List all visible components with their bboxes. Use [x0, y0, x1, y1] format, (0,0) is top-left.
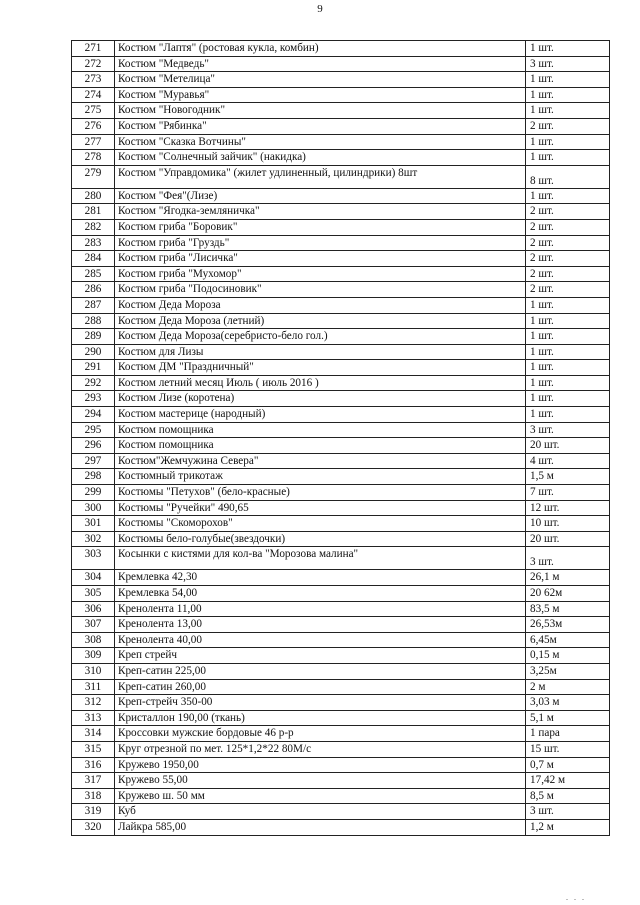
item-quantity: 1 шт. — [526, 407, 610, 423]
item-quantity: 17,42 м — [526, 773, 610, 789]
table-row — [72, 422, 610, 438]
item-name: Кружево 1950,00 — [115, 757, 526, 773]
item-quantity: 10 шт. — [526, 516, 610, 532]
item-quantity: 2 шт. — [526, 219, 610, 235]
row-number: 283 — [72, 235, 115, 251]
item-name: Костюм "Рябинка" — [115, 118, 526, 134]
page-number: 9 — [317, 3, 323, 15]
table-row — [72, 453, 610, 469]
item-quantity: 1,5 м — [526, 469, 610, 485]
item-name: Костюм гриба "Подосиновик" — [115, 282, 526, 298]
item-name: Креп-стрейч 350-00 — [115, 695, 526, 711]
table-row — [72, 516, 610, 532]
row-number: 282 — [72, 219, 115, 235]
item-quantity: 26,1 м — [526, 570, 610, 586]
item-name: Костюм "Новогодник" — [115, 103, 526, 119]
table-row — [72, 438, 610, 454]
item-quantity: 3 шт. — [526, 804, 610, 820]
item-quantity: 2 шт. — [526, 266, 610, 282]
item-quantity: 1 шт. — [526, 87, 610, 103]
table-row — [72, 741, 610, 757]
item-quantity: 1 шт. — [526, 344, 610, 360]
item-name: Костюм "Управдомика" (жилет удлиненный, цилиндрики) 8шт — [115, 165, 526, 188]
item-name: Костюм "Муравья" — [115, 87, 526, 103]
item-quantity: 5,1 м — [526, 710, 610, 726]
row-number: 320 — [72, 819, 115, 835]
table-row — [72, 375, 610, 391]
table-row — [72, 313, 610, 329]
row-number: 271 — [72, 41, 115, 57]
item-name: Кристаллон 190,00 (ткань) — [115, 710, 526, 726]
item-name: Костюмы "Скоморохов" — [115, 516, 526, 532]
table-row — [72, 485, 610, 501]
table-row — [72, 500, 610, 516]
table-row — [72, 360, 610, 376]
table-row — [72, 204, 610, 220]
table-row — [72, 134, 610, 150]
item-name: Круг отрезной по мет. 125*1,2*22 80М/с — [115, 741, 526, 757]
item-name: Кружево 55,00 — [115, 773, 526, 789]
row-number: 278 — [72, 150, 115, 166]
row-number: 285 — [72, 266, 115, 282]
table-row — [72, 617, 610, 633]
table-row — [72, 56, 610, 72]
item-name: Косынки с кистями для кол-ва "Морозова малина" — [115, 547, 526, 570]
corner-mark: . . . — [566, 893, 586, 902]
row-number: 314 — [72, 726, 115, 742]
item-name: Костюм "Фея"(Лизе) — [115, 188, 526, 204]
item-quantity: 1 шт. — [526, 150, 610, 166]
item-name: Костюм гриба "Груздь" — [115, 235, 526, 251]
row-number: 292 — [72, 375, 115, 391]
table-row — [72, 118, 610, 134]
table-row — [72, 150, 610, 166]
item-quantity: 1 пара — [526, 726, 610, 742]
row-number: 289 — [72, 329, 115, 345]
item-quantity: 1 шт. — [526, 375, 610, 391]
item-quantity: 2 шт. — [526, 118, 610, 134]
row-number: 303 — [72, 547, 115, 570]
item-quantity: 3 шт. — [526, 422, 610, 438]
item-quantity: 1 шт. — [526, 329, 610, 345]
item-quantity: 4 шт. — [526, 453, 610, 469]
item-name: Костюмы "Петухов" (бело-красные) — [115, 485, 526, 501]
item-name: Костюм "Метелица" — [115, 72, 526, 88]
row-number: 286 — [72, 282, 115, 298]
item-quantity: 1 шт. — [526, 103, 610, 119]
table-row — [72, 266, 610, 282]
row-number: 281 — [72, 204, 115, 220]
item-name: Костюм гриба "Лисичка" — [115, 251, 526, 267]
item-name: Кремлевка 54,00 — [115, 586, 526, 602]
item-name: Костюм помощника — [115, 438, 526, 454]
row-number: 300 — [72, 500, 115, 516]
item-name: Кренолента 11,00 — [115, 601, 526, 617]
item-quantity: 1 шт. — [526, 41, 610, 57]
row-number: 280 — [72, 188, 115, 204]
item-quantity: 7 шт. — [526, 485, 610, 501]
item-quantity: 15 шт. — [526, 741, 610, 757]
table-row — [72, 188, 610, 204]
row-number: 305 — [72, 586, 115, 602]
table-row — [72, 726, 610, 742]
item-quantity: 12 шт. — [526, 500, 610, 516]
row-number: 308 — [72, 632, 115, 648]
item-quantity: 1 шт. — [526, 72, 610, 88]
item-name: Креп стрейч — [115, 648, 526, 664]
item-name: Костюм Лизе (коротена) — [115, 391, 526, 407]
row-number: 297 — [72, 453, 115, 469]
table-row — [72, 601, 610, 617]
table-row — [72, 329, 610, 345]
table-row — [72, 648, 610, 664]
table-row — [72, 72, 610, 88]
table-row — [72, 570, 610, 586]
item-name: Кружево ш. 50 мм — [115, 788, 526, 804]
item-quantity: 3,25м — [526, 663, 610, 679]
item-quantity: 1 шт. — [526, 297, 610, 313]
item-name: Костюм Деда Мороза(серебристо-бело гол.) — [115, 329, 526, 345]
item-name: Костюм ДМ "Праздничный" — [115, 360, 526, 376]
table-row — [72, 773, 610, 789]
item-name: Костюмы "Ручейки" 490,65 — [115, 500, 526, 516]
row-number: 296 — [72, 438, 115, 454]
row-number: 284 — [72, 251, 115, 267]
item-name: Костюм летний месяц Июль ( июль 2016 ) — [115, 375, 526, 391]
table-row — [72, 219, 610, 235]
item-quantity: 8,5 м — [526, 788, 610, 804]
item-quantity: 0,15 м — [526, 648, 610, 664]
item-name: Костюмы бело-голубые(звездочки) — [115, 531, 526, 547]
item-name: Куб — [115, 804, 526, 820]
item-quantity: 1 шт. — [526, 391, 610, 407]
item-quantity: 8 шт. — [526, 165, 610, 188]
item-quantity: 3,03 м — [526, 695, 610, 711]
table-row — [72, 679, 610, 695]
row-number: 290 — [72, 344, 115, 360]
row-number: 317 — [72, 773, 115, 789]
item-quantity: 1 шт. — [526, 134, 610, 150]
row-number: 277 — [72, 134, 115, 150]
row-number: 315 — [72, 741, 115, 757]
row-number: 299 — [72, 485, 115, 501]
item-quantity: 2 шт. — [526, 204, 610, 220]
row-number: 279 — [72, 165, 115, 188]
item-quantity: 1 шт. — [526, 360, 610, 376]
item-quantity: 20 шт. — [526, 531, 610, 547]
inventory-table — [71, 40, 610, 836]
item-name: Костюм мастерице (народный) — [115, 407, 526, 423]
row-number: 293 — [72, 391, 115, 407]
item-name: Костюм "Медведь" — [115, 56, 526, 72]
item-name: Костюм"Жемчужина Севера" — [115, 453, 526, 469]
item-name: Костюм гриба "Мухомор" — [115, 266, 526, 282]
item-name: Креп-сатин 225,00 — [115, 663, 526, 679]
table-row — [72, 407, 610, 423]
inventory-table-body — [72, 41, 610, 836]
item-quantity: 2 м — [526, 679, 610, 695]
row-number: 311 — [72, 679, 115, 695]
item-name: Креп-сатин 260,00 — [115, 679, 526, 695]
table-row — [72, 469, 610, 485]
table-row — [72, 251, 610, 267]
item-quantity: 1 шт. — [526, 188, 610, 204]
item-name: Костюм для Лизы — [115, 344, 526, 360]
row-number: 295 — [72, 422, 115, 438]
row-number: 294 — [72, 407, 115, 423]
row-number: 304 — [72, 570, 115, 586]
item-quantity: 0,7 м — [526, 757, 610, 773]
table-row — [72, 695, 610, 711]
table-row — [72, 788, 610, 804]
row-number: 310 — [72, 663, 115, 679]
row-number: 276 — [72, 118, 115, 134]
row-number: 298 — [72, 469, 115, 485]
row-number: 319 — [72, 804, 115, 820]
item-name: Костюм "Ягодка-земляничка" — [115, 204, 526, 220]
table-row — [72, 41, 610, 57]
row-number: 307 — [72, 617, 115, 633]
item-name: Лайкра 585,00 — [115, 819, 526, 835]
table-row — [72, 282, 610, 298]
row-number: 275 — [72, 103, 115, 119]
item-quantity: 1,2 м — [526, 819, 610, 835]
item-name: Костюм "Лаптя" (ростовая кукла, комбин) — [115, 41, 526, 57]
row-number: 313 — [72, 710, 115, 726]
table-row — [72, 663, 610, 679]
table-row — [72, 547, 610, 570]
item-quantity: 26,53м — [526, 617, 610, 633]
item-name: Костюм "Солнечный зайчик" (накидка) — [115, 150, 526, 166]
table-row — [72, 757, 610, 773]
row-number: 309 — [72, 648, 115, 664]
item-name: Костюм Деда Мороза — [115, 297, 526, 313]
item-name: Костюмный трикотаж — [115, 469, 526, 485]
row-number: 306 — [72, 601, 115, 617]
table-row — [72, 819, 610, 835]
table-row — [72, 344, 610, 360]
table-row — [72, 103, 610, 119]
table-row — [72, 804, 610, 820]
table-row — [72, 391, 610, 407]
row-number: 316 — [72, 757, 115, 773]
table-row — [72, 531, 610, 547]
item-quantity: 2 шт. — [526, 251, 610, 267]
row-number: 291 — [72, 360, 115, 376]
item-quantity: 2 шт. — [526, 282, 610, 298]
row-number: 301 — [72, 516, 115, 532]
table-row — [72, 165, 610, 188]
row-number: 272 — [72, 56, 115, 72]
item-quantity: 20 62м — [526, 586, 610, 602]
row-number: 273 — [72, 72, 115, 88]
item-quantity: 6,45м — [526, 632, 610, 648]
item-name: Кренолента 40,00 — [115, 632, 526, 648]
row-number: 318 — [72, 788, 115, 804]
table-row — [72, 586, 610, 602]
table-row — [72, 87, 610, 103]
item-quantity: 1 шт. — [526, 313, 610, 329]
table-row — [72, 235, 610, 251]
row-number: 288 — [72, 313, 115, 329]
item-name: Костюм гриба "Боровик" — [115, 219, 526, 235]
table-row — [72, 632, 610, 648]
item-name: Костюм "Сказка Вотчины" — [115, 134, 526, 150]
item-name: Костюм помощника — [115, 422, 526, 438]
table-row — [72, 710, 610, 726]
item-quantity: 3 шт. — [526, 547, 610, 570]
item-name: Кремлевка 42,30 — [115, 570, 526, 586]
item-name: Костюм Деда Мороза (летний) — [115, 313, 526, 329]
table-row — [72, 297, 610, 313]
row-number: 302 — [72, 531, 115, 547]
row-number: 274 — [72, 87, 115, 103]
item-quantity: 3 шт. — [526, 56, 610, 72]
item-name: Кроссовки мужские бордовые 46 р-р — [115, 726, 526, 742]
item-quantity: 20 шт. — [526, 438, 610, 454]
row-number: 287 — [72, 297, 115, 313]
item-name: Кренолента 13,00 — [115, 617, 526, 633]
item-quantity: 2 шт. — [526, 235, 610, 251]
row-number: 312 — [72, 695, 115, 711]
item-quantity: 83,5 м — [526, 601, 610, 617]
